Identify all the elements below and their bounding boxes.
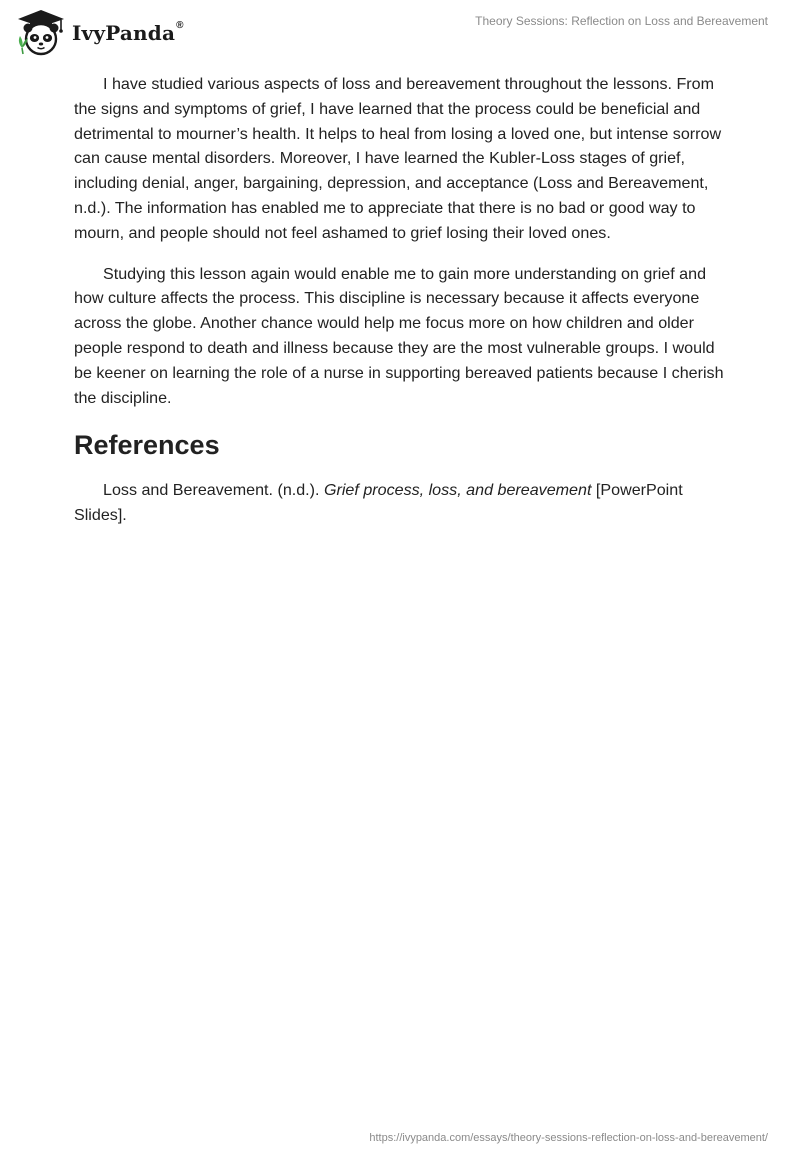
references-heading: References <box>74 430 220 461</box>
footer-url[interactable]: https://ivypanda.com/essays/theory-sessions-reflection-on-loss-and-bereavement/ <box>369 1132 768 1144</box>
reference-suffix: [PowerPoint Slides]. <box>74 481 683 525</box>
registered-mark: ® <box>176 20 184 32</box>
reference-prefix: Loss and Bereavement. (n.d.). <box>103 481 324 500</box>
panda-graduate-icon <box>14 8 68 56</box>
body-paragraph-2: Studying this lesson again would enable me to gain more understanding on grief and how culture affects the process. This discipline is necessary because it affects everyone across the globe. Another chance would help me focus more on how children and older people respond to death and illness because they are the most vulnerable groups. I would be keener on learning the role of a nurse in supporting bereaved patients because I cherish the discipline. <box>74 264 724 407</box>
body-paragraph-1: I have studied various aspects of loss and bereavement throughout the lessons. From the signs and symptoms of grief, I have learned that the process could be beneficial and detrimental to mourner’s health. It helps to heal from losing a loved one, but intense sorrow can cause mental disorders. Moreover, I have learned the Kubler-Loss stages of grief, including denial, anger, bargaining, depression, and acceptance (Loss and Bereavement, n.d.). The information has enabled me to appreciate that there is no bad or good way to mourn, and people should not feel ashamed to grief losing their loved ones. <box>74 75 722 242</box>
reference-title: Grief process, loss, and bereavement <box>323 481 592 500</box>
essay-content <box>74 72 730 528</box>
brand-name-text: IvyPanda <box>72 21 176 45</box>
page-header <box>0 0 800 64</box>
ivypanda-logo[interactable] <box>14 8 184 56</box>
reference-entry <box>74 478 730 528</box>
running-title: Theory Sessions: Reflection on Loss and Bereavement <box>475 14 768 28</box>
brand-name <box>72 21 184 45</box>
